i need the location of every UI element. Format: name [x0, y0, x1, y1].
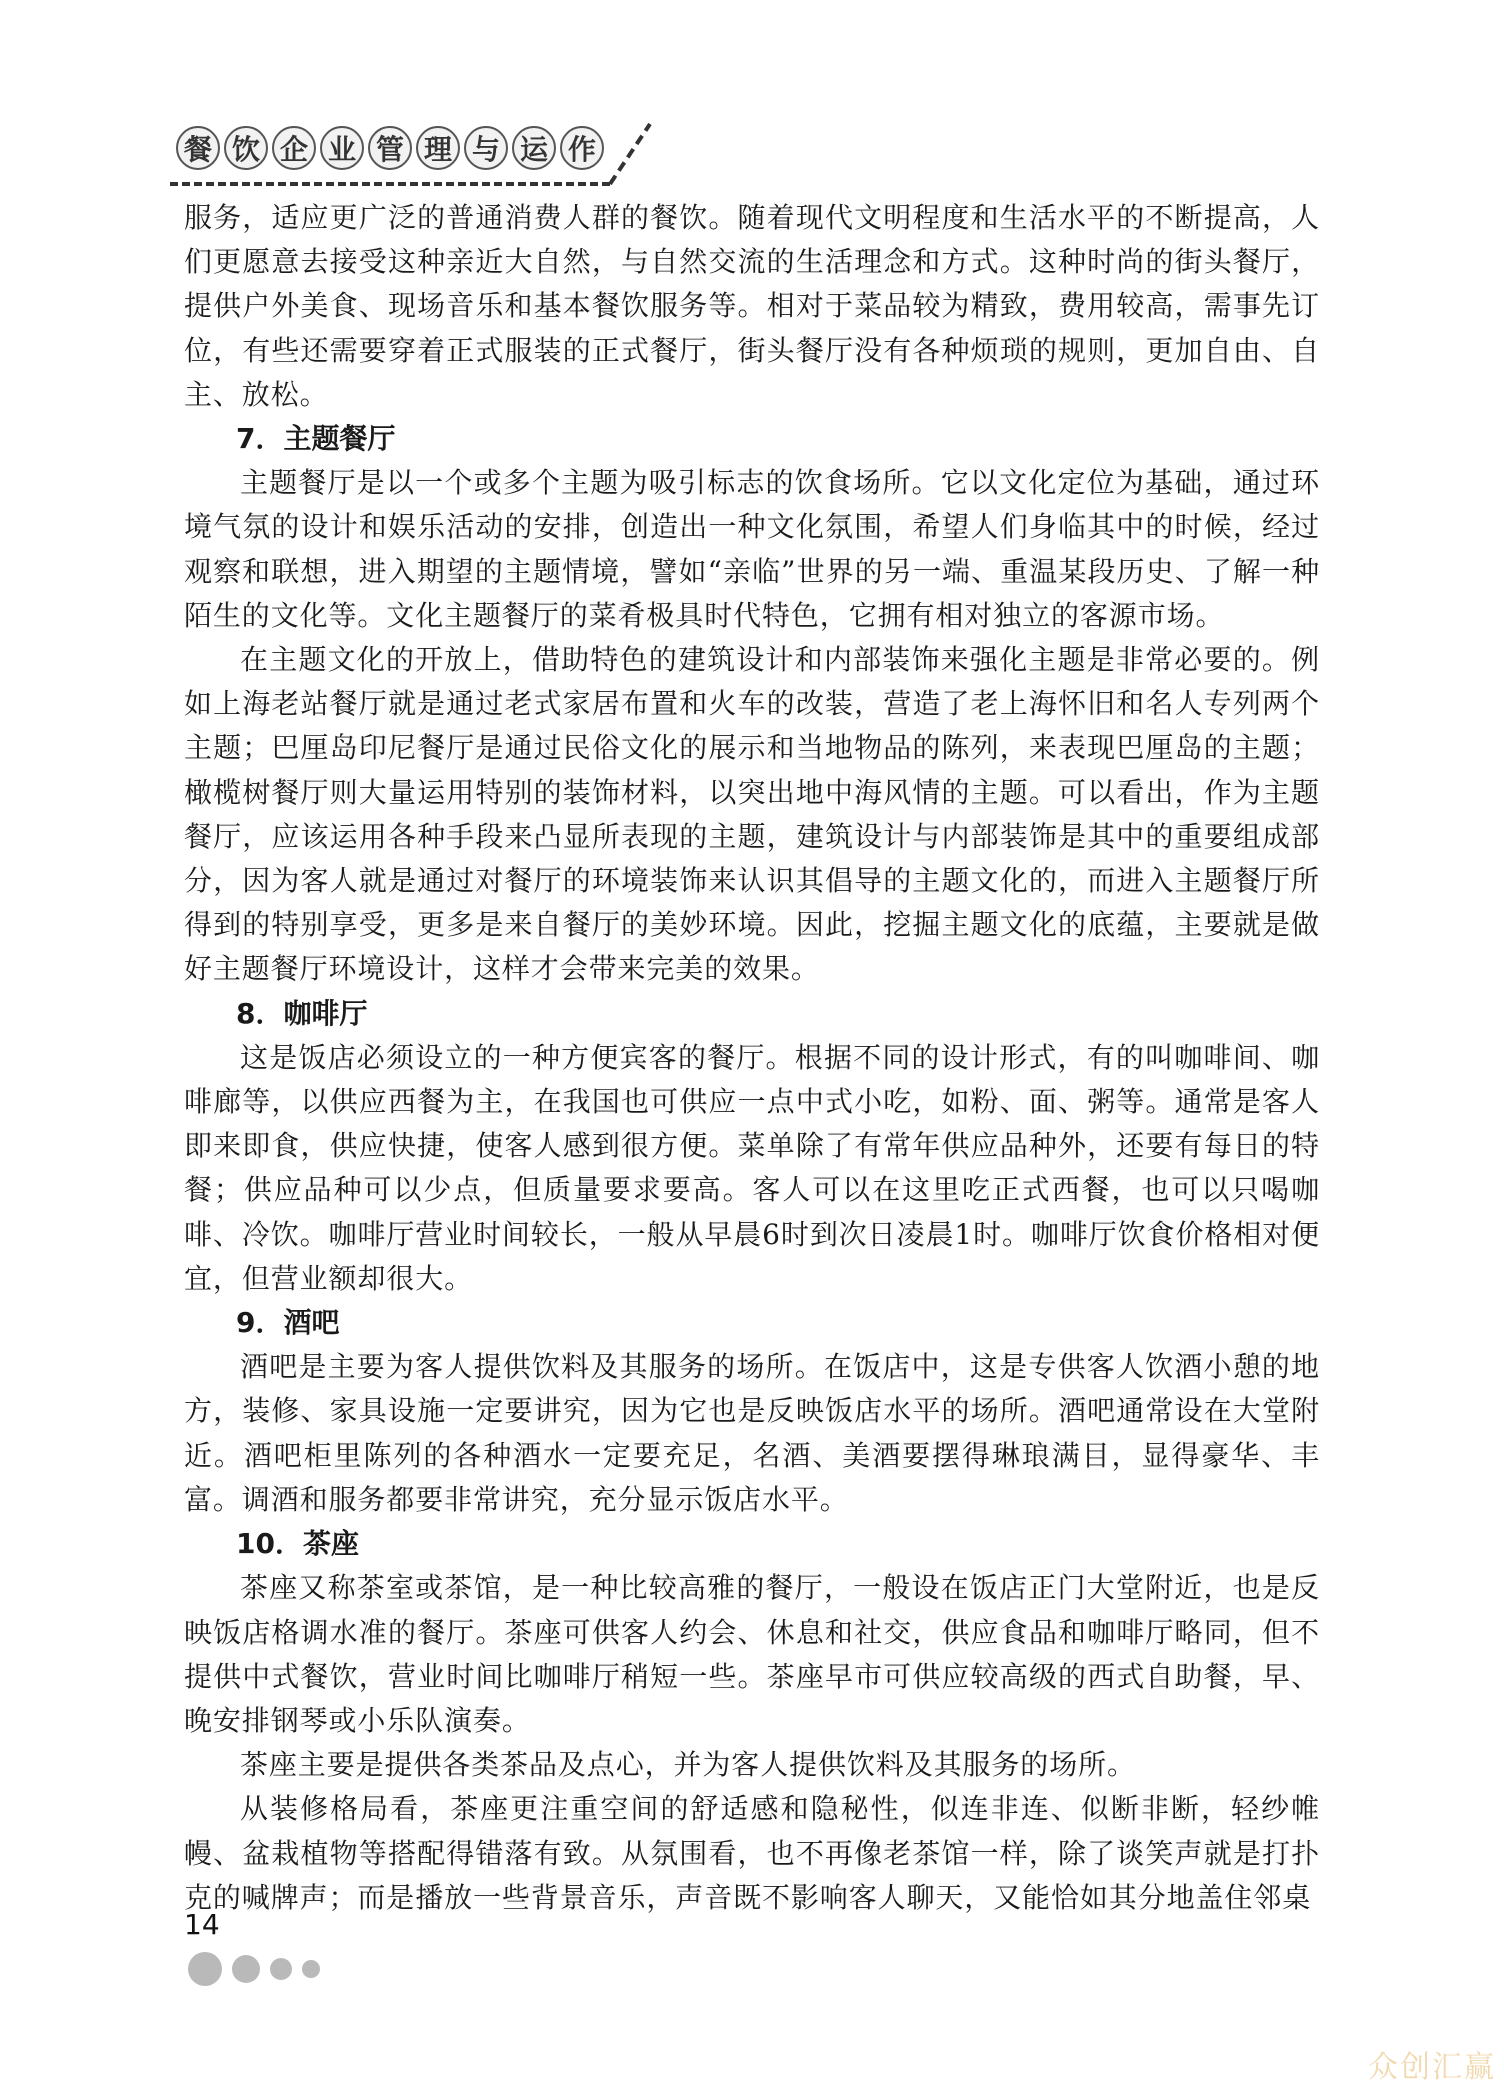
header-char: 与 — [464, 126, 508, 170]
paragraph-intro: 服务，适应更广泛的普通消费人群的餐饮。随着现代文明程度和生活水平的不断提高，人们更愿意去接受这种亲近大自然，与自然交流的生活理念和方式。这种时尚的街头餐厅，提供户外美食、现场音乐和基本餐饮服务等。相对于菜品较为精致，费用较高，需事先订位，有些还需要穿着正式服装的正式餐厅，街头餐厅没有各种烦琐的规则，更加自由、自主、放松。 — [184, 201, 1320, 411]
header-slash-decoration — [170, 118, 690, 188]
paragraph: 从装修格局看，茶座更注重空间的舒适感和隐秘性，似连非连、似断非断，轻纱帷幔、盆栽植物等搭配得错落有致。从氛围看，也不再像老茶馆一样，除了谈笑声就是打扑克的喊牌声；而是播放一些背景音乐，声音既不影响客人聊天，又能恰如其分地盖住邻桌 — [184, 1792, 1320, 1914]
page-number: 14 — [184, 1908, 220, 1941]
paragraph: 这是饭店必须设立的一种方便宾客的餐厅。根据不同的设计形式，有的叫咖啡间、咖啡廊等，以供应西餐为主，在我国也可供应一点中式小吃，如粉、面、粥等。通常是客人即来即食，供应快捷，使客人感到很方便。菜单除了有常年供应品种外，还要有每日的特餐；供应品种可以少点，但质量要求要高。客人可以在这里吃正式西餐，也可以只喝咖啡、冷饮。咖啡厅营业时间较长，一般从早晨6时到次日凌晨1时。咖啡厅饮食价格相对便宜，但营业额却很大。 — [184, 1040, 1320, 1295]
header-char: 管 — [368, 126, 412, 170]
page-body — [184, 196, 1320, 1920]
paragraph: 茶座又称茶室或茶馆，是一种比较高雅的餐厅，一般设在饭店正门大堂附近，也是反映饭店格调水准的餐厅。茶座可供客人约会、休息和社交，供应食品和咖啡厅略同，但不提供中式餐饮，营业时间比咖啡厅稍短一些。茶座早市可供应较高级的西式自助餐，早、晚安排钢琴或小乐队演奏。 — [184, 1571, 1320, 1737]
header-char: 企 — [272, 126, 316, 170]
section-heading-9: 9．酒吧 — [236, 1306, 340, 1340]
footer-dot — [188, 1952, 222, 1986]
header-char: 作 — [560, 126, 604, 170]
paragraph: 酒吧是主要为客人提供饮料及其服务的场所。在饭店中，这是专供客人饮酒小憩的地方，装修、家具设施一定要讲究，因为它也是反映饭店水平的场所。酒吧通常设在大堂附近。酒吧柜里陈列的各种酒水一定要充足，名酒、美酒要摆得琳琅满目，显得豪华、丰富。调酒和服务都要非常讲究，充分显示饭店水平。 — [184, 1350, 1320, 1516]
header-char: 饮 — [224, 126, 268, 170]
section-heading-7: 7．主题餐厅 — [236, 422, 396, 456]
footer-dots-decoration — [188, 1952, 320, 1986]
paragraph: 在主题文化的开放上，借助特色的建筑设计和内部装饰来强化主题是非常必要的。例如上海老站餐厅就是通过老式家居布置和火车的改装，营造了老上海怀旧和名人专列两个主题；巴厘岛印尼餐厅是通过民俗文化的展示和当地物品的陈列，来表现巴厘岛的主题；橄榄树餐厅则大量运用特别的装饰材料，以突出地中海风情的主题。可以看出，作为主题餐厅，应该运用各种手段来凸显所表现的主题，建筑设计与内部装饰是其中的重要组成部分，因为客人就是通过对餐厅的环境装饰来认识其倡导的主题文化的，而进入主题餐厅所得到的特别享受，更多是来自餐厅的美妙环境。因此，挖掘主题文化的底蕴，主要就是做好主题餐厅环境设计，这样才会带来完美的效果。 — [184, 643, 1320, 986]
paragraph: 茶座主要是提供各类茶品及点心，并为客人提供饮料及其服务的场所。 — [240, 1748, 1136, 1782]
header-char: 餐 — [176, 126, 220, 170]
watermark: 众创汇赢 — [1368, 2050, 1496, 2085]
section-heading-8: 8．咖啡厅 — [236, 996, 368, 1030]
header-char: 理 — [416, 126, 460, 170]
section-heading-10: 10．茶座 — [236, 1527, 359, 1561]
header-char: 业 — [320, 126, 364, 170]
footer-dot — [302, 1960, 320, 1978]
running-header — [170, 118, 690, 188]
footer-dot — [232, 1955, 260, 1983]
footer-dot — [270, 1958, 292, 1980]
paragraph: 主题餐厅是以一个或多个主题为吸引标志的饮食场所。它以文化定位为基础，通过环境气氛的设计和娱乐活动的安排，创造出一种文化氛围，希望人们身临其中的时候，经过观察和联想，进入期望的主题情境，譬如“亲临”世界的另一端、重温某段历史、了解一种陌生的文化等。文化主题餐厅的菜肴极具时代特色，它拥有相对独立的客源市场。 — [184, 466, 1320, 632]
header-char: 运 — [512, 126, 556, 170]
